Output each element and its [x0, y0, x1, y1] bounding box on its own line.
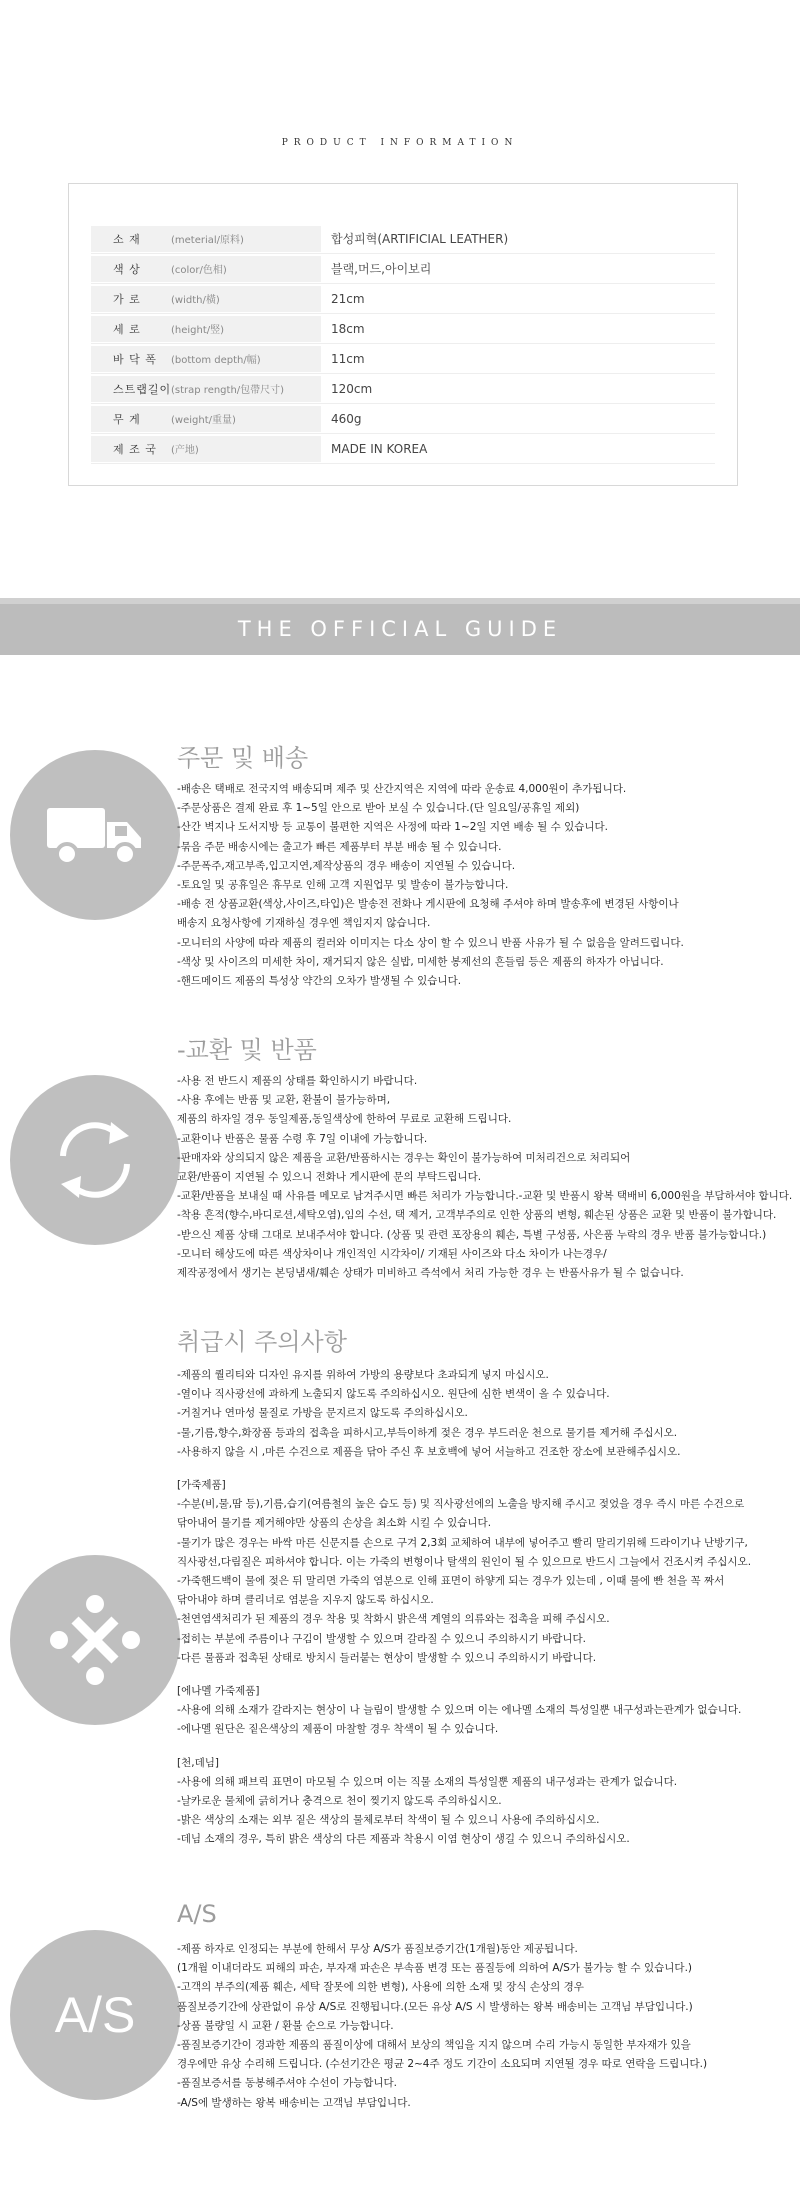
exchange-line: 교환/반품이 지연될 수 있으니 전화나 게시판에 문의 부탁드립니다.	[177, 1171, 482, 1184]
product-information-heading: PRODUCT INFORMATION	[281, 138, 519, 148]
truck-icon-circle	[10, 750, 180, 920]
shipping-line: -주문폭주,재고부족,입고지연,제작상품의 경우 배송이 지연될 수 있습니다.	[177, 859, 516, 872]
shipping-line: -산간 벽지나 도서지방 등 교통이 불편한 지역은 사정에 따라 1~2일 지연 배송 될 수 있습니다.	[177, 821, 609, 834]
spec-label-sub: (bottom depth/幅)	[171, 355, 261, 366]
exchange-line: 제작공정에서 생기는 본딩냄새/훼손 상태가 미비하고 즉석에서 처리 가능한 경우 는 반품사유가 될 수 없습니다.	[177, 1267, 684, 1280]
exchange-lines	[177, 1072, 793, 1283]
spec-label-ko: 바 닥 폭	[113, 352, 157, 366]
spec-label-sub: (meterial/原料)	[171, 235, 244, 246]
spec-value: 블랙,머드,아이보리	[331, 262, 432, 276]
care-line: [에나멜 가죽제품]	[177, 1685, 260, 1698]
care-line: -물기가 많은 경우는 바싹 마른 신문지를 손으로 구겨 2,3회 교체하여 내부에 넣어주고 빨리 말리기위해 드라이기나 난방기구,	[177, 1536, 748, 1549]
spec-label	[91, 316, 321, 342]
spec-label-sub: (weight/重量)	[171, 415, 236, 426]
spec-label	[91, 406, 321, 432]
spec-label-ko: 무 게	[113, 412, 141, 426]
care-line: [가죽제품]	[177, 1479, 226, 1492]
care-line: -접히는 부분에 주름이나 구김이 발생할 수 있으며 갈라질 수 있으니 주의하시기 바랍니다.	[177, 1632, 586, 1645]
shipping-lines	[177, 780, 767, 991]
care-line: -사용에 의해 패브릭 표면이 마모될 수 있으며 이는 직물 소재의 특성일뿐 제품의 내구성과는 관계가 없습니다.	[177, 1775, 678, 1788]
spec-label	[91, 346, 321, 372]
refresh-icon	[45, 1110, 145, 1210]
care-line: -날카로운 물체에 긁히거나 충격으로 천이 찢기지 않도록 주의하십시오.	[177, 1795, 502, 1808]
exchange-line: -교환/반품을 보내실 때 사유를 메모로 남겨주시면 빠른 처리가 가능합니다.-교환 및 반품시 왕복 택배비 6,000원을 부담하셔야 합니다.	[177, 1190, 793, 1203]
spec-row	[91, 284, 715, 314]
spec-row	[91, 404, 715, 434]
as-title: A/S	[177, 1900, 217, 1928]
spec-label-sub: (color/色相)	[171, 265, 227, 276]
shipping-line: -핸드메이드 제품의 특성상 약간의 오차가 발생될 수 있습니다.	[177, 975, 462, 988]
spec-value: 460g	[331, 411, 362, 426]
shipping-line: -토요일 및 공휴일은 휴무로 인해 고객 지원업무 및 발송이 불가능합니다.	[177, 879, 509, 892]
spec-value: 21cm	[331, 291, 365, 306]
spec-box	[68, 183, 738, 486]
care-line: -다른 물품과 접촉된 상태로 방치시 들러붙는 현상이 발생할 수 있으니 주의하시기 바랍니다.	[177, 1651, 597, 1664]
as-line: -품질보증서를 동봉해주셔야 수선이 가능합니다.	[177, 2077, 397, 2090]
spec-label	[91, 286, 321, 312]
as-lines	[177, 1940, 767, 2113]
care-line: -밝은 색상의 소재는 외부 짙은 색상의 물체로부터 착색이 될 수 있으니 사용에 주의하십시오.	[177, 1814, 600, 1827]
care-line: -사용에 의해 소재가 갈라지는 현상이 나 늘림이 발생할 수 있으며 이는 에나멜 소재의 특성일뿐 내구성과는관계가 없습니다.	[177, 1704, 742, 1717]
as-line: (1개월 이내더라도 피해의 파손, 부자재 파손은 부속품 변경 또는 품질등에 의하여 A/S가 불가능 할 수 있습니다.)	[177, 1962, 693, 1975]
care-line: 닦아내야 하며 클리너로 염분을 지우지 않도록 하십시오.	[177, 1594, 434, 1607]
spec-value: 합성피혁(ARTIFICIAL LEATHER)	[331, 232, 509, 246]
care-line: -천연염색처리가 된 제품의 경우 착용 및 착화시 밝은색 계열의 의류와는 접촉을 피해 주십시오.	[177, 1613, 610, 1626]
shipping-title: 주문 및 배송	[177, 744, 309, 772]
spec-label-sub: (width/橫)	[171, 295, 220, 306]
refresh-icon-circle	[10, 1075, 180, 1245]
shipping-line: -주문상품은 결제 완료 후 1~5일 안으로 받아 보실 수 있습니다.(단 일요일/공휴일 제외)	[177, 802, 580, 815]
spec-row	[91, 374, 715, 404]
care-line: -제품의 퀄리티와 디자인 유지를 위하여 가방의 용량보다 초과되게 넣지 마십시오.	[177, 1369, 549, 1381]
care-title: 취급시 주의사항	[177, 1328, 347, 1356]
exchange-line: -받으신 제품 상태 그대로 보내주셔야 합니다. (상품 및 관련 포장용의 훼손, 특별 구성품, 사은품 누락의 경우 반품 불가능합니다.)	[177, 1228, 767, 1241]
exchange-line: -착용 흔적(향수,바디로션,세탁오염),임의 수선, 택 제거, 고객부주의로 인한 상품의 변형, 훼손된 상품은 교환 및 반품이 불가합니다.	[177, 1209, 777, 1222]
spec-label	[91, 436, 321, 462]
spec-label-ko: 제 조 국	[113, 442, 157, 456]
official-guide-banner	[0, 598, 800, 655]
exchange-line: -사용 전 반드시 제품의 상태를 확인하시기 바랍니다.	[177, 1075, 418, 1087]
spec-label	[91, 376, 321, 402]
spec-label-sub: (height/竪)	[171, 325, 225, 336]
spec-value: 18cm	[331, 321, 365, 336]
as-circle	[10, 1930, 180, 2100]
spec-label	[91, 226, 321, 252]
shipping-line: -모니터의 사양에 따라 제품의 컬러와 이미지는 다소 상이 할 수 있으니 반품 사유가 될 수 없음을 알려드립니다.	[177, 936, 684, 949]
spec-value: MADE IN KOREA	[331, 441, 428, 456]
shipping-line: -배송 전 상품교환(색상,사이즈,타입)은 발송전 전화나 게시판에 요청해 주셔야 하며 발송후에 변경된 사항이나	[177, 898, 679, 911]
shipping-line: -색상 및 사이즈의 미세한 차이, 재거되지 않은 실밥, 미세한 봉제선의 흔들림 등은 제품의 하자가 아닙니다.	[177, 955, 664, 968]
exchange-line: -모니터 해상도에 따른 색상차이나 개인적인 시각차이/ 기재된 사이즈와 다소 차이가 나는경우/	[177, 1247, 607, 1260]
truck-icon	[45, 800, 145, 870]
care-line: -열이나 직사광선에 과하게 노출되지 않도록 주의하십시오. 원단에 심한 변색이 올 수 있습니다.	[177, 1388, 610, 1401]
exchange-title: -교환 및 반품	[177, 1036, 317, 1064]
no-wash-icon-circle	[10, 1555, 180, 1725]
as-line: 경우에만 유상 수리해 드립니다. (수선기간은 평균 2~4주 정도 기간이 소요되며 지연될 경우 따로 연락을 드립니다.)	[177, 2058, 708, 2071]
care-line: -사용하지 않을 시 ,마른 수건으로 제품을 닦아 주신 후 보호백에 넣어 서늘하고 건조한 장소에 보관해주십시오.	[177, 1445, 681, 1458]
spec-row	[91, 314, 715, 344]
spec-table	[91, 224, 715, 464]
exchange-line: -교환이나 반품은 물품 수령 후 7일 이내에 가능합니다.	[177, 1132, 428, 1145]
as-line: -상품 불량일 시 교환 / 환불 순으로 가능합니다.	[177, 2019, 394, 2032]
spec-label-ko: 스트랩길이	[113, 382, 172, 396]
spec-row	[91, 224, 715, 254]
spec-row	[91, 344, 715, 374]
exchange-line: -판매자와 상의되지 않은 제품을 교환/반품하시는 경우는 확인이 불가능하여 미처리건으로 처리되어	[177, 1151, 631, 1164]
as-line: 품질보증기간에 상관없이 유상 A/S로 진행됩니다.(모든 유상 A/S 시 발생하는 왕복 배송비는 고객님 부담입니다.)	[177, 2000, 693, 2013]
spec-label-ko: 세 로	[113, 322, 141, 336]
care-line: [천,데님]	[177, 1756, 219, 1769]
care-line: -수분(비,물,땀 등),기름,습기(여름철의 높은 습도 등) 및 직사광선에의 노출을 방지해 주시고 젖었을 경우 즉시 마른 수건으로	[177, 1498, 745, 1511]
spec-label	[91, 256, 321, 282]
exchange-line: -사용 후에는 반품 및 교환, 환불이 불가능하며,	[177, 1094, 391, 1107]
spec-label-sub: (strap rength/包帶尺寸)	[171, 385, 285, 396]
shipping-line: -묶음 주문 배송시에는 출고가 빠른 제품부터 부분 배송 될 수 있습니다.	[177, 840, 502, 853]
care-line: 닦아내어 물기를 제거해야만 상품의 손상을 최소화 시킬 수 있습니다.	[177, 1517, 492, 1530]
shipping-line: -배송은 택배로 전국지역 배송되며 제주 및 산간지역은 지역에 따라 운송료 4,000원이 추가됩니다.	[177, 783, 627, 795]
as-line: -품질보증기간이 경과한 제품의 품질이상에 대해서 보상의 책임을 지지 않으며 수리 가능시 동일한 부자재가 있을	[177, 2039, 691, 2052]
spec-value: 11cm	[331, 351, 365, 366]
care-line: -에나멜 원단은 짙은색상의 제품이 마찰할 경우 착색이 될 수 있습니다.	[177, 1723, 499, 1736]
care-line: -데님 소재의 경우, 특히 밝은 색상의 다른 제품과 착용시 이염 현상이 생길 수 있으니 주의하십시오.	[177, 1833, 630, 1846]
spec-row	[91, 434, 715, 464]
spec-label-sub: (产地)	[171, 445, 199, 456]
care-lines	[177, 1366, 767, 1850]
official-guide-title: THE OFFICIAL GUIDE	[237, 617, 563, 641]
spec-value: 120cm	[331, 381, 373, 396]
spec-label-ko: 소 재	[113, 232, 141, 246]
as-circle-text: A/S	[54, 1987, 136, 2043]
no-wash-icon	[45, 1590, 145, 1690]
care-line: -가죽핸드백이 물에 젖은 뒤 말리면 가죽의 염분으로 인해 표면이 하얗게 되는 경우가 있는데 , 이때 물에 빤 천을 꼭 짜서	[177, 1575, 725, 1588]
care-line: 직사광선,다림질은 피하셔야 합니다. 이는 가죽의 변형이나 탈색의 원인이 될 수 있으므로 반드시 그늘에서 건조시켜 주십시오.	[177, 1555, 752, 1568]
as-line: -A/S에 발생하는 왕복 배송비는 고객님 부담입니다.	[177, 2096, 411, 2109]
as-line: -제품 하자로 인정되는 부분에 한해서 무상 A/S가 품질보증기간(1개월)동안 제공됩니다.	[177, 1943, 578, 1955]
care-line: -거칠거나 연마성 물질로 가방을 문지르지 않도록 주의하십시오.	[177, 1407, 468, 1420]
shipping-line: 배송지 요청사항에 기재하실 경우엔 책임지지 않습니다.	[177, 917, 431, 930]
as-line: -고객의 부주의(제품 훼손, 세탁 잘못에 의한 변형), 사용에 의한 소재 및 장식 손상의 경우	[177, 1981, 584, 1994]
spec-label-ko: 가 로	[113, 292, 141, 306]
spec-row	[91, 254, 715, 284]
care-line: -물,기름,향수,화장품 등과의 접촉을 피하시고,부득이하게 젖은 경우 부드러운 천으로 물기를 제거해 주십시오.	[177, 1426, 678, 1439]
exchange-line: 제품의 하자일 경우 동일제품,동일색상에 한하여 무료로 교환해 드립니다.	[177, 1113, 512, 1126]
spec-label-ko: 색 상	[113, 262, 141, 276]
